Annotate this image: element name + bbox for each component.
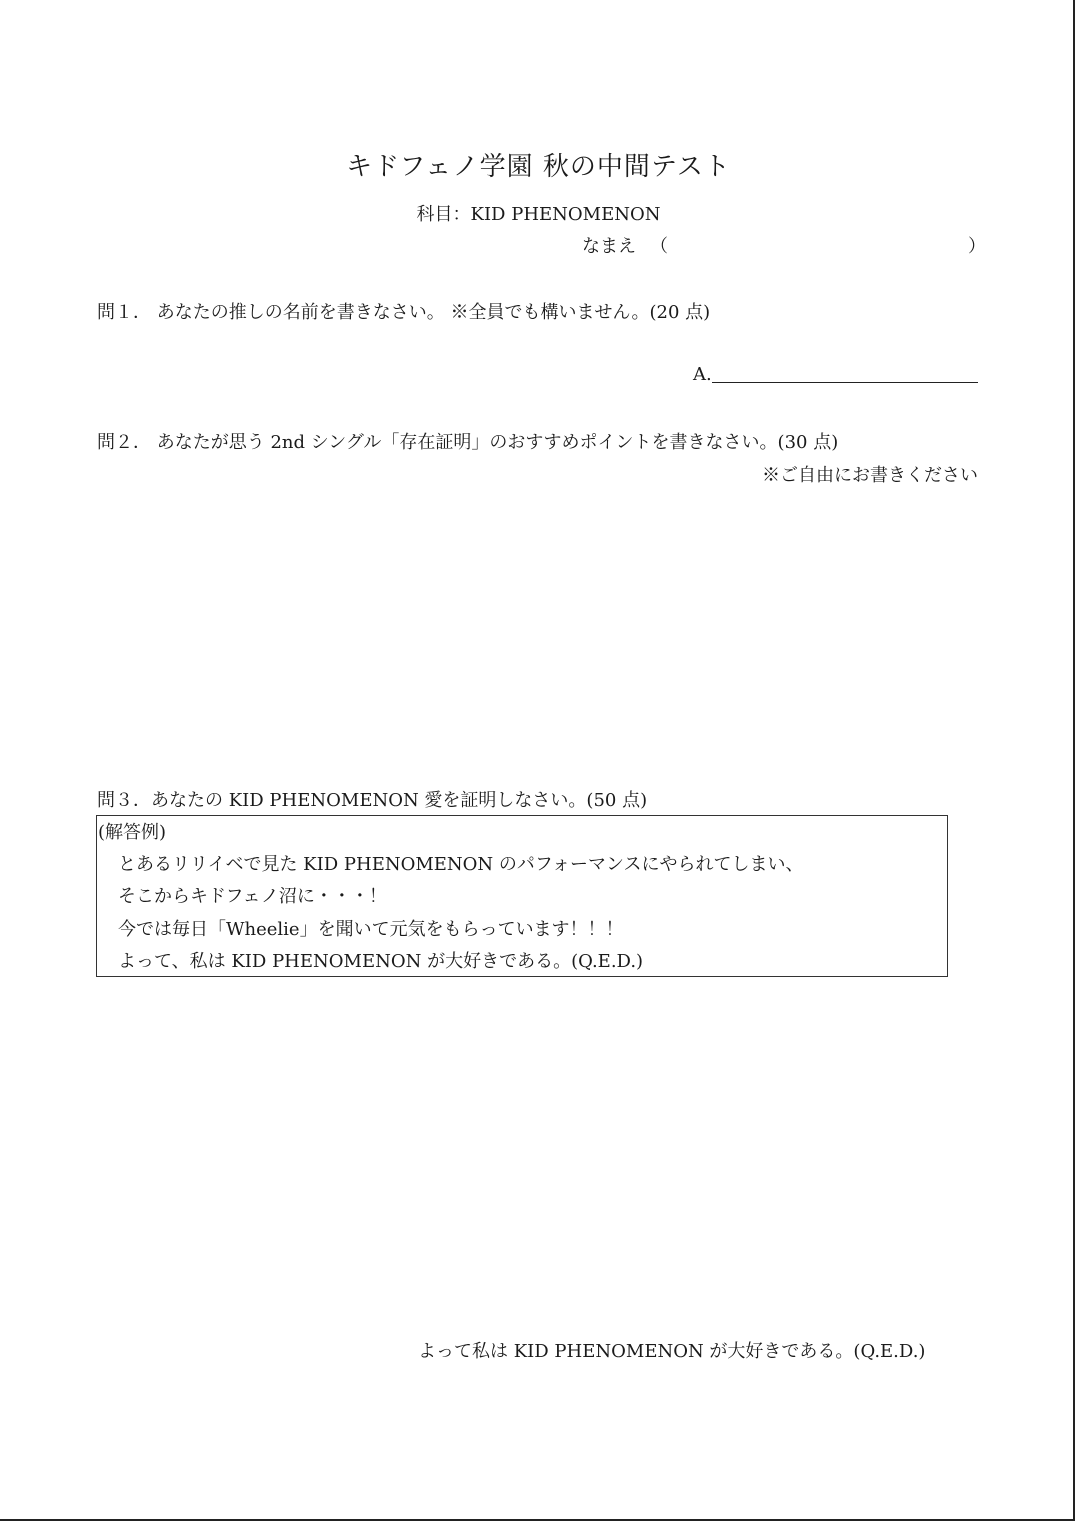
example-line: よって、私は KID PHENOMENON が大好きである。(Q.E.D.) bbox=[118, 951, 644, 972]
example-line: そこからキドフェノ沼に・・・！ bbox=[118, 886, 387, 907]
name-field-open-paren: （ bbox=[650, 236, 668, 257]
example-heading: (解答例) bbox=[98, 822, 167, 843]
page-title: キドフェノ学園 秋の中間テスト bbox=[346, 152, 731, 182]
question-1-answer-label: A. bbox=[693, 364, 712, 385]
conclusion-text: よって私は KID PHENOMENON が大好きである。(Q.E.D.) bbox=[418, 1341, 926, 1362]
question-1: 問１． あなたの推しの名前を書きなさい。 ※全員でも構いません。(20 点) bbox=[97, 302, 711, 323]
name-field-close-paren: ） bbox=[968, 236, 986, 257]
question-1-answer-line bbox=[712, 382, 978, 383]
subject-label: 科目：KID PHENOMENON bbox=[416, 204, 661, 225]
question-2-note: ※ご自由にお書きください bbox=[762, 465, 978, 486]
question-3: 問３．あなたの KID PHENOMENON 愛を証明しなさい。(50 点) bbox=[97, 790, 648, 811]
example-line: とあるリリイベで見た KID PHENOMENON のパフォーマンスにやられてしまい、 bbox=[118, 854, 804, 875]
question-2: 問２． あなたが思う 2nd シングル「存在証明」のおすすめポイントを書きなさい。(30 点) bbox=[97, 432, 839, 453]
example-line: 今では毎日「Wheelie」を聞いて元気をもらっています！！！ bbox=[118, 919, 624, 940]
name-field-label: なまえ bbox=[582, 236, 636, 257]
